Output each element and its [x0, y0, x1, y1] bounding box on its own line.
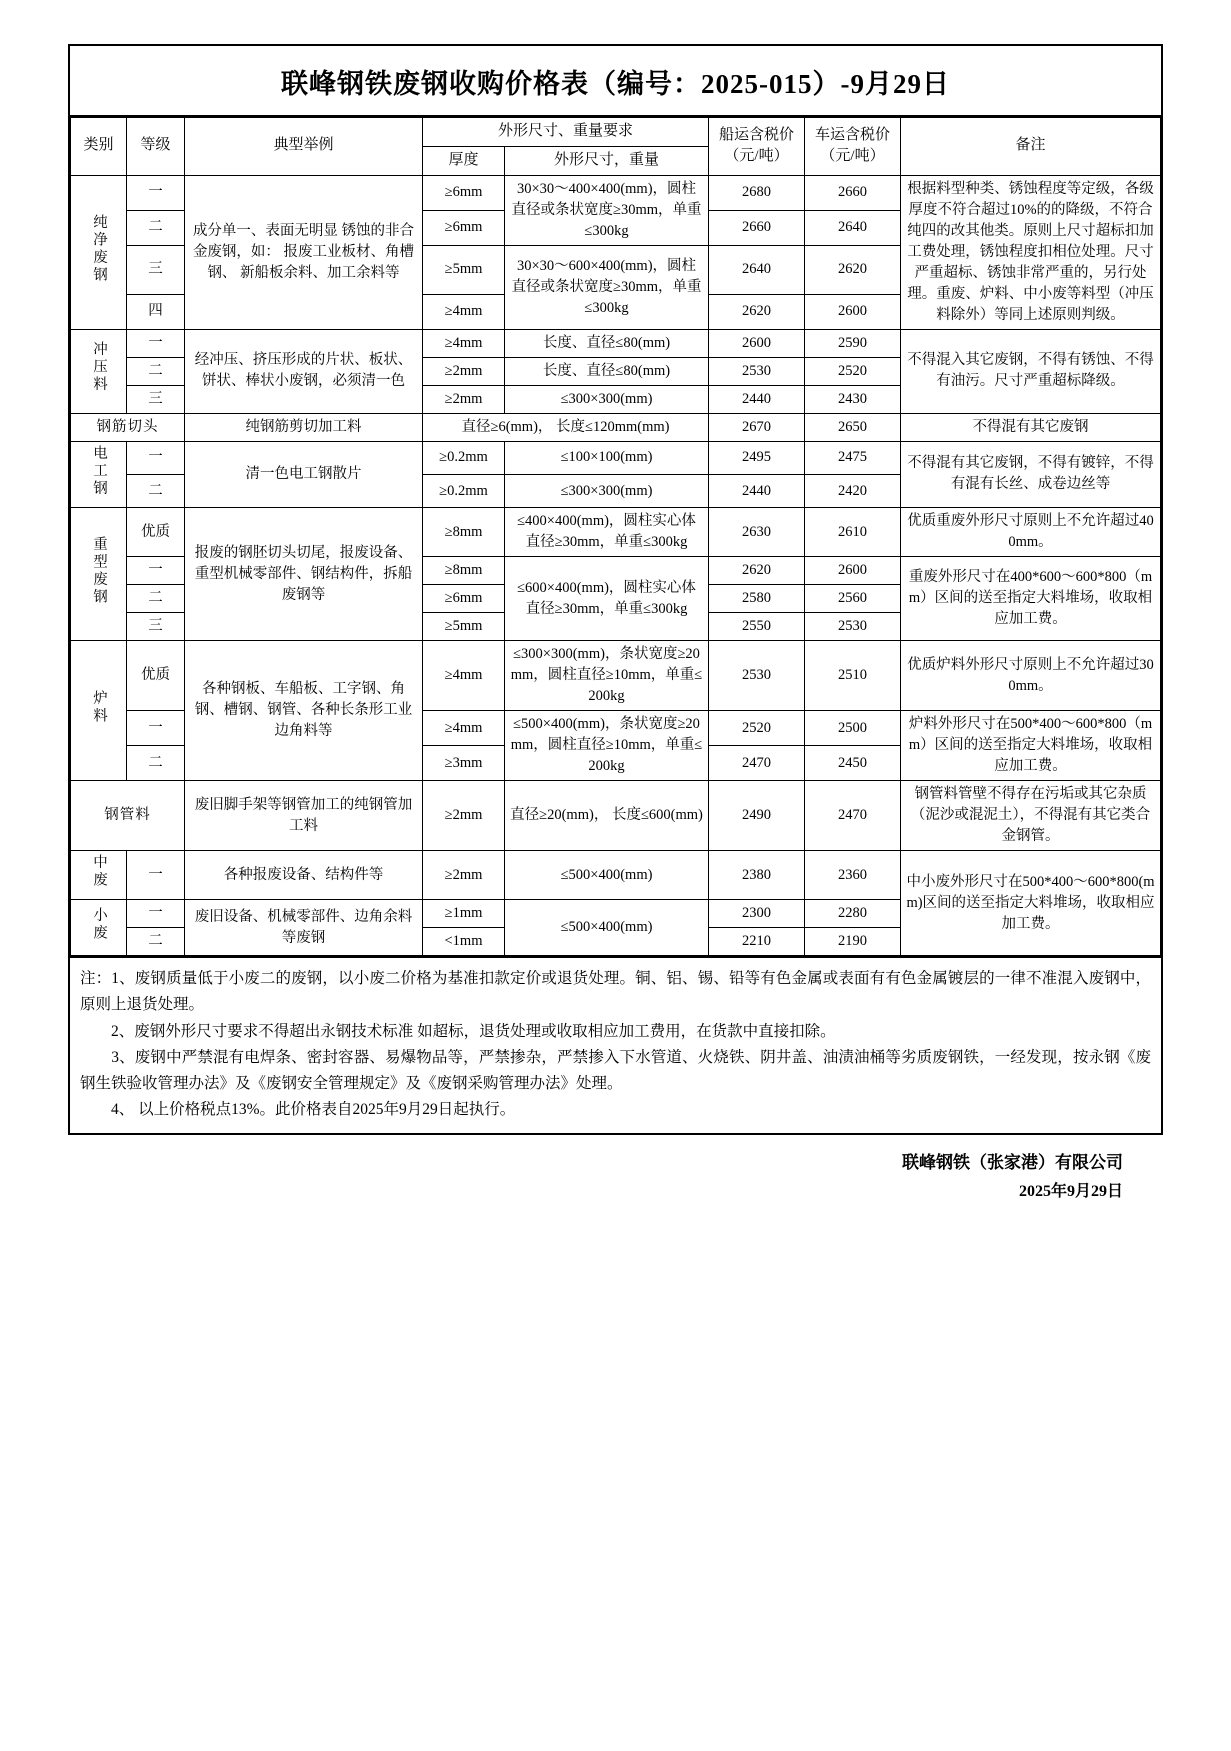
grade-cell: 三 [127, 613, 185, 641]
thickness-cell: ≥2mm [423, 385, 505, 413]
category-cell: 小废 [71, 900, 127, 956]
truck-price-cell: 2470 [805, 781, 901, 851]
ship-price-cell: 2620 [709, 294, 805, 329]
truck-price-cell: 2510 [805, 641, 901, 711]
category-cell: 钢管料 [71, 781, 185, 851]
table-row [71, 851, 1161, 900]
grade-cell: 二 [127, 210, 185, 245]
truck-price-cell: 2280 [805, 900, 901, 928]
thickness-cell: ≥2mm [423, 851, 505, 900]
ship-price-cell: 2620 [709, 557, 805, 585]
remark-cell: 不得混有其它废钢 [901, 413, 1161, 441]
example-cell: 报废的钢胚切头切尾，报废设备、重型机械零部件、钢结构件，拆船废钢等 [185, 508, 423, 641]
ship-price-cell: 2300 [709, 900, 805, 928]
thickness-cell: ≥5mm [423, 245, 505, 294]
header-shape-weight: 外形尺寸，重量 [505, 146, 709, 175]
truck-price-cell: 2500 [805, 711, 901, 746]
grade-cell: 优质 [127, 641, 185, 711]
category-cell: 重型废钢 [71, 508, 127, 641]
truck-price-cell: 2450 [805, 746, 901, 781]
shape-weight-cell: ≤500×400(mm) [505, 900, 709, 956]
truck-price-cell: 2640 [805, 210, 901, 245]
shape-weight-cell: 30×30～600×400(mm)，圆柱直径或条状宽度≥30mm，单重≤300kg [505, 245, 709, 329]
table-row [71, 781, 1161, 851]
thickness-cell: ≥1mm [423, 900, 505, 928]
remark-cell: 中小废外形尺寸在500*400～600*800(mm)区间的送至指定大料堆场，收取相应加工费。 [901, 851, 1161, 956]
truck-price-cell: 2520 [805, 357, 901, 385]
price-sheet [68, 44, 1163, 958]
truck-price-cell: 2650 [805, 413, 901, 441]
truck-price-cell: 2430 [805, 385, 901, 413]
truck-price-cell: 2610 [805, 508, 901, 557]
thickness-cell: ≥3mm [423, 746, 505, 781]
header-example: 典型举例 [185, 118, 423, 176]
example-cell: 经冲压、挤压形成的片状、板状、饼状、棒状小废钢，必须清一色 [185, 329, 423, 413]
truck-price-cell: 2360 [805, 851, 901, 900]
example-cell: 清一色电工钢散片 [185, 441, 423, 508]
example-cell: 成分单一、表面无明显 锈蚀的非合金废钢，如： 报废工业板材、角槽钢、 新船板余料、加工余料等 [185, 175, 423, 329]
shape-weight-cell: ≤300×300(mm) [505, 474, 709, 507]
table-row [71, 175, 1161, 210]
shape-weight-cell: 长度、直径≤80(mm) [505, 329, 709, 357]
thickness-cell: ≥4mm [423, 641, 505, 711]
shape-weight-cell: 直径≥6(mm)， 长度≤120mm(mm) [423, 413, 709, 441]
example-cell: 各种钢板、车船板、工字钢、角钢、槽钢、钢管、各种长条形工业边角料等 [185, 641, 423, 781]
thickness-cell: ≥5mm [423, 613, 505, 641]
grade-cell: 二 [127, 746, 185, 781]
grade-cell: 三 [127, 245, 185, 294]
header-ship-price-line2: （元/吨） [724, 148, 789, 165]
grade-cell: 二 [127, 585, 185, 613]
ship-price-cell: 2530 [709, 641, 805, 711]
thickness-cell: ≥8mm [423, 557, 505, 585]
remark-cell: 炉料外形尺寸在500*400～600*800（mm）区间的送至指定大料堆场，收取相应加工费。 [901, 711, 1161, 781]
remark-cell: 重废外形尺寸在400*600～600*800（mm）区间的送至指定大料堆场，收取相应加工费。 [901, 557, 1161, 641]
example-cell: 纯钢筋剪切加工料 [185, 413, 423, 441]
note-1: 注：1、废钢质量低于小废二的废钢，以小废二价格为基准扣款定价或退货处理。铜、铝、锡、铅等有色金属或表面有有色金属镀层的一律不准混入废钢中，原则上退货处理。 [80, 970, 1151, 1014]
header-thickness: 厚度 [423, 146, 505, 175]
grade-cell: 一 [127, 711, 185, 746]
header-ship-price-line1: 船运含税价 [719, 126, 795, 143]
remark-cell: 优质炉料外形尺寸原则上不允许超过300mm。 [901, 641, 1161, 711]
ship-price-cell: 2630 [709, 508, 805, 557]
remark-cell: 优质重废外形尺寸原则上不允许超过400mm。 [901, 508, 1161, 557]
ship-price-cell: 2440 [709, 474, 805, 507]
example-cell: 废旧脚手架等钢管加工的纯钢管加工料 [185, 781, 423, 851]
shape-weight-cell: ≤400×400(mm)，圆柱实心体直径≥30mm，单重≤300kg [505, 508, 709, 557]
shape-weight-cell: 30×30～400×400(mm)，圆柱直径或条状宽度≥30mm，单重≤300kg [505, 175, 709, 245]
ship-price-cell: 2670 [709, 413, 805, 441]
header-grade: 等级 [127, 118, 185, 176]
shape-weight-cell: 长度、直径≤80(mm) [505, 357, 709, 385]
table-row [71, 329, 1161, 357]
note-2: 2、废钢外形尺寸要求不得超出永钢技术标准 如超标，退货处理或收取相应加工费用，在货款中直接扣除。 [80, 1022, 836, 1040]
thickness-cell: ≥6mm [423, 585, 505, 613]
ship-price-cell: 2660 [709, 210, 805, 245]
header-remark: 备注 [901, 118, 1161, 176]
truck-price-cell: 2530 [805, 613, 901, 641]
ship-price-cell: 2580 [709, 585, 805, 613]
grade-cell: 四 [127, 294, 185, 329]
grade-cell: 一 [127, 441, 185, 474]
notes-block [68, 958, 1163, 1134]
grade-cell: 二 [127, 928, 185, 956]
grade-cell: 一 [127, 175, 185, 210]
table-row [71, 508, 1161, 557]
thickness-cell: ≥8mm [423, 508, 505, 557]
page-title: 联峰钢铁废钢收购价格表（编号：2025-015）-9月29日 [70, 46, 1161, 117]
thickness-cell: ≥2mm [423, 357, 505, 385]
header-truck-price-line1: 车运含税价 [815, 126, 891, 143]
thickness-cell: <1mm [423, 928, 505, 956]
truck-price-cell: 2600 [805, 294, 901, 329]
remark-cell: 不得混有其它废钢，不得有镀锌，不得有混有长丝、成卷边丝等 [901, 441, 1161, 508]
signature-block [68, 1149, 1163, 1205]
truck-price-cell: 2420 [805, 474, 901, 507]
thickness-cell: ≥4mm [423, 329, 505, 357]
price-table [70, 117, 1161, 956]
thickness-cell: ≥0.2mm [423, 474, 505, 507]
header-spec-group: 外形尺寸、重量要求 [423, 118, 709, 147]
thickness-cell: ≥4mm [423, 294, 505, 329]
grade-cell: 二 [127, 357, 185, 385]
truck-price-cell: 2590 [805, 329, 901, 357]
ship-price-cell: 2530 [709, 357, 805, 385]
thickness-cell: ≥4mm [423, 711, 505, 746]
thickness-cell: ≥6mm [423, 175, 505, 210]
ship-price-cell: 2495 [709, 441, 805, 474]
table-row [71, 441, 1161, 474]
shape-weight-cell: ≤600×400(mm)，圆柱实心体直径≥30mm，单重≤300kg [505, 557, 709, 641]
shape-weight-cell: 直径≥20(mm)， 长度≤600(mm) [505, 781, 709, 851]
category-cell: 炉料 [71, 641, 127, 781]
header-truck-price-line2: （元/吨） [820, 148, 885, 165]
remark-cell: 钢管料管壁不得存在污垢或其它杂质（泥沙或混泥土），不得混有其它类合金钢管。 [901, 781, 1161, 851]
signature-date: 2025年9月29日 [1018, 1182, 1123, 1200]
grade-cell: 二 [127, 474, 185, 507]
shape-weight-cell: ≤500×400(mm)，条状宽度≥20mm，圆柱直径≥10mm，单重≤200kg [505, 711, 709, 781]
header-ship-price [709, 118, 805, 176]
ship-price-cell: 2490 [709, 781, 805, 851]
category-cell: 中废 [71, 851, 127, 900]
category-cell: 纯净废钢 [71, 175, 127, 329]
ship-price-cell: 2600 [709, 329, 805, 357]
table-row [71, 413, 1161, 441]
truck-price-cell: 2560 [805, 585, 901, 613]
shape-weight-cell: ≤300×300(mm) [505, 385, 709, 413]
ship-price-cell: 2520 [709, 711, 805, 746]
ship-price-cell: 2640 [709, 245, 805, 294]
ship-price-cell: 2440 [709, 385, 805, 413]
ship-price-cell: 2550 [709, 613, 805, 641]
grade-cell: 三 [127, 385, 185, 413]
truck-price-cell: 2600 [805, 557, 901, 585]
ship-price-cell: 2680 [709, 175, 805, 210]
company-name: 联峰钢铁（张家港）有限公司 [902, 1152, 1123, 1172]
ship-price-cell: 2210 [709, 928, 805, 956]
ship-price-cell: 2470 [709, 746, 805, 781]
thickness-cell: ≥0.2mm [423, 441, 505, 474]
shape-weight-cell: ≤500×400(mm) [505, 851, 709, 900]
table-row [71, 641, 1161, 711]
thickness-cell: ≥6mm [423, 210, 505, 245]
ship-price-cell: 2380 [709, 851, 805, 900]
example-cell: 各种报废设备、结构件等 [185, 851, 423, 900]
truck-price-cell: 2660 [805, 175, 901, 210]
grade-cell: 一 [127, 557, 185, 585]
category-cell: 电工钢 [71, 441, 127, 508]
thickness-cell: ≥2mm [423, 781, 505, 851]
example-cell: 废旧设备、机械零部件、边角余料等废钢 [185, 900, 423, 956]
grade-cell: 优质 [127, 508, 185, 557]
header-category: 类别 [71, 118, 127, 176]
remark-cell: 不得混入其它废钢，不得有锈蚀、不得有油污。尺寸严重超标降级。 [901, 329, 1161, 413]
remark-cell: 根据料型种类、锈蚀程度等定级，各级厚度不符合超过10%的的降级，不符合纯四的改其他类。原则上尺寸超标扣加工费处理，锈蚀程度扣相位处理。尺寸严重超标、锈蚀非常严重的，另行处理。重废、炉料、中小废等料型（冲压料除外）等同上述原则判级。 [901, 175, 1161, 329]
table-header-row [71, 118, 1161, 147]
header-truck-price [805, 118, 901, 176]
category-cell: 冲压料 [71, 329, 127, 413]
truck-price-cell: 2475 [805, 441, 901, 474]
shape-weight-cell: ≤300×300(mm)，条状宽度≥20mm，圆柱直径≥10mm，单重≤200kg [505, 641, 709, 711]
note-4: 4、 以上价格税点13%。此价格表自2025年9月29日起执行。 [80, 1100, 516, 1118]
grade-cell: 一 [127, 329, 185, 357]
category-cell: 钢筋切头 [71, 413, 185, 441]
shape-weight-cell: ≤100×100(mm) [505, 441, 709, 474]
truck-price-cell: 2620 [805, 245, 901, 294]
note-3: 3、废钢中严禁混有电焊条、密封容器、易爆物品等，严禁掺杂，严禁掺入下水管道、火烧铁、阴井盖、油渍油桶等劣质废钢铁，一经发现，按永钢《废钢生铁验收管理办法》及《废钢安全管理规定》及《废钢采购管理办法》处理。 [80, 1048, 1151, 1092]
grade-cell: 一 [127, 851, 185, 900]
grade-cell: 一 [127, 900, 185, 928]
truck-price-cell: 2190 [805, 928, 901, 956]
